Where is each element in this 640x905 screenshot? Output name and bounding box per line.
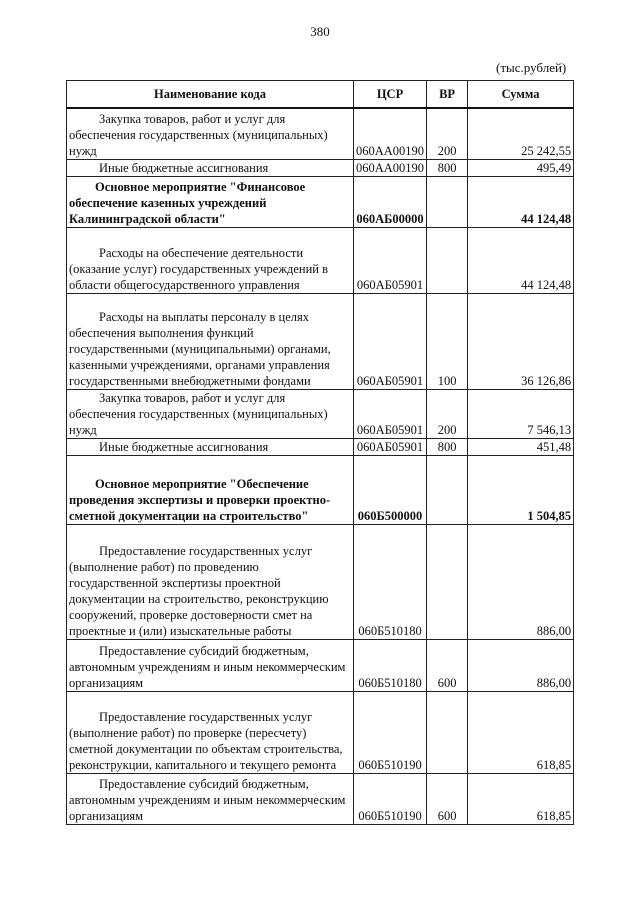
row-sum: 25 242,55 (468, 108, 574, 159)
table-row (67, 389, 574, 438)
table-row (67, 639, 574, 691)
table-row (67, 524, 574, 639)
row-csr: 060АА00190 (354, 108, 427, 159)
row-name: Предоставление государственных услуг (выполнение работ) по проверке (пересчету) сметной документации по объектам строительства, реконструкции, капитального и текущего ремонта (67, 691, 354, 773)
table-row (67, 108, 574, 159)
row-vr: 200 (427, 108, 468, 159)
row-vr: 600 (427, 773, 468, 824)
table-row (67, 176, 574, 227)
row-name: Иные бюджетные ассигнования (67, 438, 354, 455)
row-sum: 451,48 (468, 438, 574, 455)
row-sum: 495,49 (468, 159, 574, 176)
row-vr: 800 (427, 159, 468, 176)
row-name: Расходы на обеспечение деятельности (оказание услуг) государственных учреждений в области общегосударственного управления (67, 227, 354, 293)
row-vr (427, 455, 468, 524)
row-sum: 886,00 (468, 639, 574, 691)
row-vr (427, 176, 468, 227)
row-sum: 1 504,85 (468, 455, 574, 524)
row-csr: 060АБ05901 (354, 438, 427, 455)
row-sum: 618,85 (468, 691, 574, 773)
row-name: Основное мероприятие "Обеспечение проведения экспертизы и проверки проектно-сметной документации на строительство" (67, 455, 354, 524)
row-name: Иные бюджетные ассигнования (67, 159, 354, 176)
row-csr: 060Б510180 (354, 639, 427, 691)
row-name: Предоставление государственных услуг (выполнение работ) по проведению государственной экспертизы проектной документации на строительство, реконструкцию сооружений, проверке достоверности смет на проектные и (или) изыскательные работы (67, 524, 354, 639)
header-vr: ВР (427, 81, 468, 109)
header-csr: ЦСР (354, 81, 427, 109)
row-name: Закупка товаров, работ и услуг для обеспечения государственных (муниципальных) нужд (67, 108, 354, 159)
table-row (67, 691, 574, 773)
header-name: Наименование кода (67, 81, 354, 109)
row-vr: 800 (427, 438, 468, 455)
row-name: Предоставление субсидий бюджетным, автономным учреждениям и иным некоммерческим организациям (67, 773, 354, 824)
table-row (67, 159, 574, 176)
row-csr: 060Б510190 (354, 773, 427, 824)
row-sum: 618,85 (468, 773, 574, 824)
row-csr: 060АБ05901 (354, 227, 427, 293)
page-number: 380 (310, 24, 330, 39)
table-header-row (67, 81, 574, 109)
row-vr (427, 691, 468, 773)
row-name: Основное мероприятие "Финансовое обеспечение казенных учреждений Калининградской области" (67, 176, 354, 227)
table-row (67, 773, 574, 824)
row-sum: 44 124,48 (468, 176, 574, 227)
row-sum: 44 124,48 (468, 227, 574, 293)
row-csr: 060АБ05901 (354, 389, 427, 438)
row-name: Закупка товаров, работ и услуг для обеспечения государственных (муниципальных) нужд (67, 389, 354, 438)
units-label: (тыс.рублей) (496, 60, 567, 75)
row-csr: 060АБ05901 (354, 293, 427, 389)
row-vr (427, 524, 468, 639)
header-sum: Сумма (468, 81, 574, 109)
row-name: Расходы на выплаты персоналу в целях обеспечения выполнения функций государственными (муниципальными) органами, казенными учреждениями, органами управления государственными внебюджетными фондами (67, 293, 354, 389)
table-row (67, 438, 574, 455)
row-sum: 886,00 (468, 524, 574, 639)
row-vr (427, 227, 468, 293)
table-row (67, 293, 574, 389)
row-csr: 060Б510180 (354, 524, 427, 639)
row-vr: 100 (427, 293, 468, 389)
row-sum: 7 546,13 (468, 389, 574, 438)
table-row (67, 227, 574, 293)
row-csr: 060Б500000 (354, 455, 427, 524)
row-sum: 36 126,86 (468, 293, 574, 389)
row-name: Предоставление субсидий бюджетным, автономным учреждениям и иным некоммерческим организациям (67, 639, 354, 691)
row-csr: 060АБ00000 (354, 176, 427, 227)
row-csr: 060АА00190 (354, 159, 427, 176)
row-csr: 060Б510190 (354, 691, 427, 773)
row-vr: 200 (427, 389, 468, 438)
table-row (67, 455, 574, 524)
budget-table (66, 80, 574, 825)
row-vr: 600 (427, 639, 468, 691)
